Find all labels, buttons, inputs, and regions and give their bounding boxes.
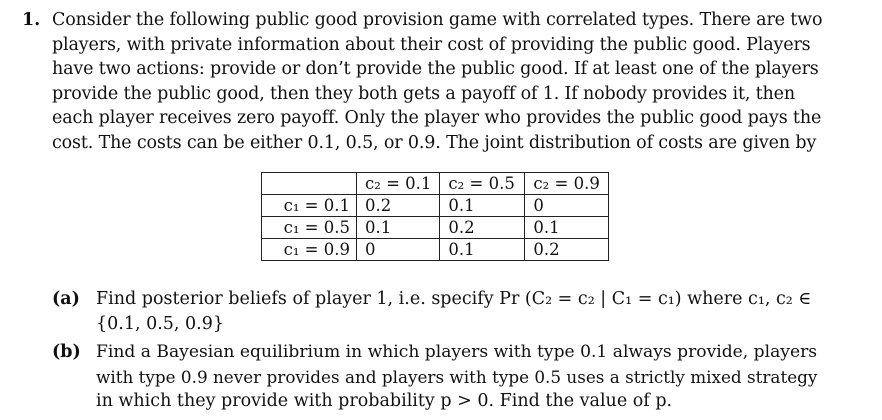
part-b-line-1: Find a Bayesian equilibrium in which players with type 0.1 always provide, players [96,342,818,362]
row-header-c1-0.1: c₁ = 0.1 [262,195,357,217]
part-a-line-2: {0.1, 0.5, 0.9} [96,313,225,334]
table-cell: 0 [357,239,440,261]
table-cell: 0.2 [357,195,440,217]
part-a-label: (a) [52,289,80,309]
table-cell: 0.1 [357,217,440,239]
statement-line-6: cost. The costs can be either 0.1, 0.5, or 0.9. The joint distribution of costs are given by [52,132,817,153]
part-a-line-1: Find posterior beliefs of player 1, i.e. specify Pr (C₂ = c₂ | C₁ = c₁) where c₁, c₂ ∈ [96,289,812,309]
part-b-text [96,340,822,414]
col-header-c2-0.9: c₂ = 0.9 [525,173,608,195]
row-header-c1-0.9: c₁ = 0.9 [262,239,357,261]
part-b-line-3: in which they provide with probability p > 0. Find the value of p. [96,391,673,412]
statement-line-2: players, with private information about their cost of providing the public good. Players [52,34,811,55]
part-b-label: (b) [52,342,81,362]
table-cell: 0.1 [525,217,608,239]
problem-statement [52,8,830,156]
part-b-line-2: with type 0.9 never provides and players with type 0.5 uses a strictly mixed strategy [96,366,818,387]
col-header-c2-0.5: c₂ = 0.5 [440,173,525,195]
problem-number: 1. [22,10,41,30]
statement-line-3: have two actions: provide or don’t provide the public good. If at least one of the players [52,59,819,80]
joint-distribution-table [261,172,609,261]
table-cell: 0.2 [525,239,608,261]
statement-line-4: provide the public good, then they both gets a payoff of 1. If nobody provides it, then [52,83,795,104]
table-cell: 0.2 [440,217,525,239]
table-corner [262,173,357,195]
statement-line-1: Consider the following public good provision game with correlated types. There are two [52,10,823,30]
table-row [262,239,609,261]
col-header-c2-0.1: c₂ = 0.1 [357,173,440,195]
table-row [262,217,609,239]
table-cell: 0 [525,195,608,217]
table-row [262,195,609,217]
row-header-c1-0.5: c₁ = 0.5 [262,217,357,239]
table-header-row [262,173,609,195]
table-cell: 0.1 [440,195,525,217]
part-a-text [96,287,822,336]
statement-line-5: each player receives zero payoff. Only the player who provides the public good pays the [52,108,822,129]
table-cell: 0.1 [440,239,525,261]
